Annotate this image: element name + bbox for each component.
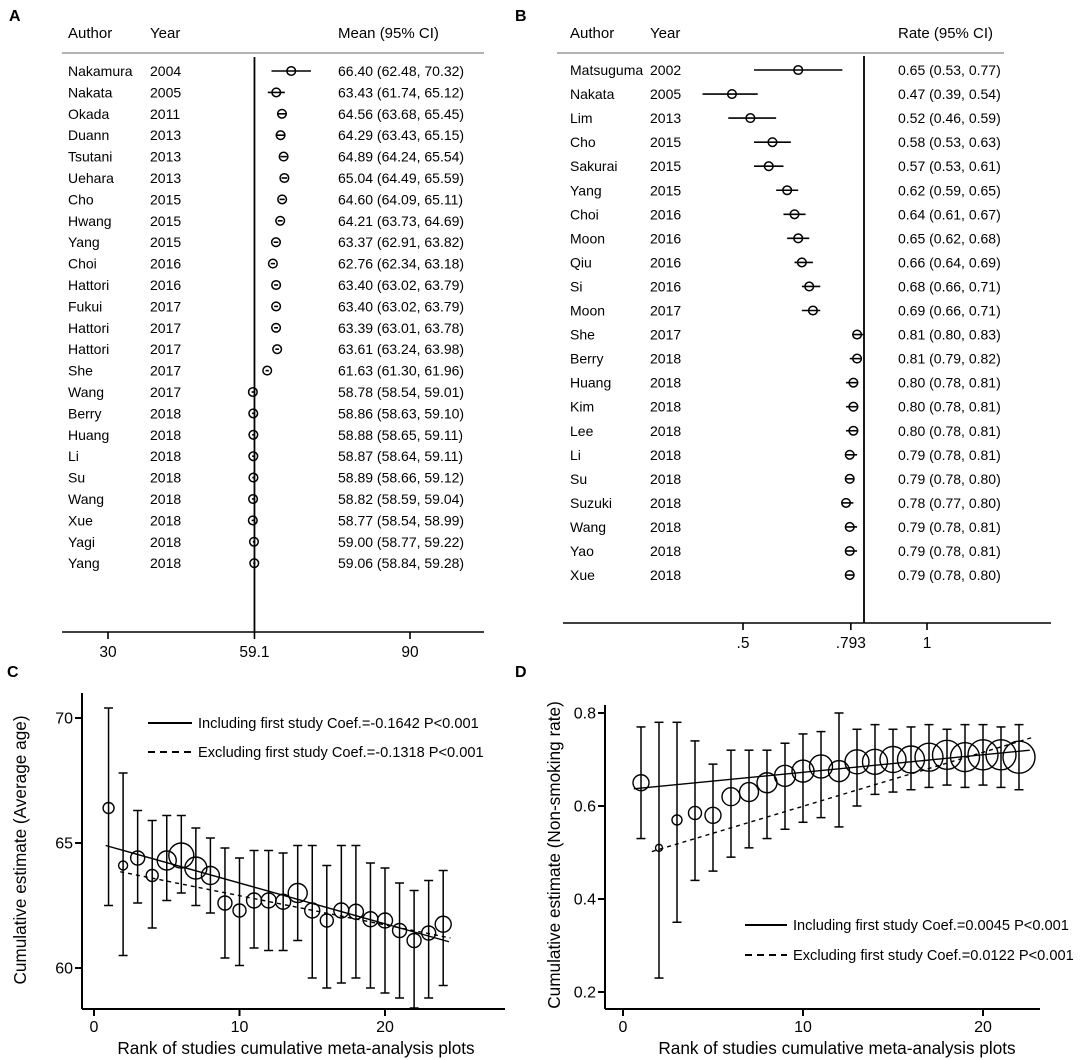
study-year: 2016 bbox=[650, 278, 682, 295]
study-effect-label: 0.80 (0.78, 0.81) bbox=[898, 374, 1001, 391]
study-effect-label: 0.78 (0.77, 0.80) bbox=[898, 494, 1001, 511]
legend-item-including bbox=[148, 716, 479, 732]
error-bar bbox=[191, 828, 200, 906]
study-year: 2016 bbox=[650, 254, 682, 271]
forest-row bbox=[68, 149, 464, 165]
study-year: 2018 bbox=[650, 567, 682, 584]
study-year: 2017 bbox=[650, 302, 682, 319]
study-author: Duann bbox=[68, 127, 110, 144]
column-header-year: Year bbox=[150, 25, 181, 42]
forest-row bbox=[68, 427, 463, 443]
legend-item-excluding bbox=[745, 948, 1074, 964]
forest-row bbox=[68, 170, 464, 186]
study-year: 2015 bbox=[150, 234, 182, 251]
study-author: Xue bbox=[570, 567, 595, 584]
study-effect-label: 64.89 (64.24, 65.54) bbox=[338, 148, 465, 165]
study-effect-label: 0.69 (0.66, 0.71) bbox=[898, 302, 1001, 319]
study-effect-label: 64.29 (63.43, 65.15) bbox=[338, 127, 465, 144]
trend-line-dashed bbox=[120, 872, 450, 938]
study-effect-label: 0.52 (0.46, 0.59) bbox=[898, 110, 1001, 127]
study-year: 2016 bbox=[650, 230, 682, 247]
study-effect-label: 0.80 (0.78, 0.81) bbox=[898, 422, 1001, 439]
study-author: Cho bbox=[570, 134, 596, 151]
study-year: 2018 bbox=[650, 494, 682, 511]
study-effect-label: 58.82 (58.59, 59.04) bbox=[338, 491, 465, 507]
study-effect-label: 0.81 (0.80, 0.83) bbox=[898, 326, 1001, 343]
study-author: Berry bbox=[68, 405, 102, 422]
y-axis-tick-label: 60 bbox=[55, 960, 73, 978]
error-bar bbox=[817, 732, 826, 818]
study-year: 2017 bbox=[150, 362, 182, 379]
error-bar bbox=[763, 750, 772, 838]
study-author: Wang bbox=[570, 518, 607, 535]
forest-row bbox=[68, 405, 464, 421]
forest-row bbox=[570, 495, 1001, 511]
panel-label-d: D bbox=[515, 664, 527, 681]
study-year: 2018 bbox=[150, 426, 182, 443]
study-year: 2015 bbox=[150, 212, 182, 229]
forest-row bbox=[570, 62, 1001, 78]
study-effect-label: 59.06 (58.84, 59.28) bbox=[338, 555, 465, 572]
study-year: 2018 bbox=[650, 422, 682, 439]
error-bar bbox=[691, 741, 700, 881]
study-effect-label: 58.87 (58.64, 59.11) bbox=[338, 448, 464, 465]
x-axis-tick-label: 1 bbox=[922, 635, 932, 652]
forest-row bbox=[570, 278, 1001, 294]
study-author: Hattori bbox=[68, 341, 110, 358]
forest-row bbox=[570, 567, 1001, 583]
study-author: Hattori bbox=[68, 277, 110, 293]
y-axis-tick-label: 0.6 bbox=[573, 798, 596, 816]
study-year: 2011 bbox=[150, 105, 181, 122]
study-year: 2015 bbox=[150, 191, 182, 208]
study-year: 2018 bbox=[650, 470, 682, 487]
study-effect-label: 61.63 (61.30, 61.96) bbox=[338, 362, 465, 379]
study-year: 2018 bbox=[150, 405, 182, 422]
error-bar bbox=[907, 727, 916, 790]
forest-row bbox=[68, 298, 464, 314]
study-author: Huang bbox=[68, 426, 110, 443]
study-author: Yang bbox=[570, 182, 602, 199]
forest-row bbox=[68, 470, 464, 486]
study-author: Huang bbox=[570, 374, 612, 391]
y-axis-tick-label: 70 bbox=[55, 710, 73, 728]
y-axis-tick-label: 0.4 bbox=[573, 891, 596, 909]
study-effect-label: 63.39 (63.01, 63.78) bbox=[338, 319, 465, 336]
study-effect-label: 58.77 (58.54, 58.99) bbox=[338, 512, 465, 529]
study-year: 2018 bbox=[150, 555, 182, 572]
study-year: 2017 bbox=[150, 319, 182, 336]
error-bar bbox=[673, 722, 682, 922]
study-year: 2018 bbox=[650, 518, 682, 535]
y-axis-tick-label: 0.2 bbox=[573, 984, 596, 1002]
panel-label-a: A bbox=[9, 8, 21, 25]
forest-row bbox=[570, 303, 1001, 319]
forest-row bbox=[570, 230, 1001, 246]
error-bar bbox=[308, 846, 317, 979]
study-author: Wang bbox=[68, 491, 105, 507]
study-author: Li bbox=[68, 448, 79, 465]
study-year: 2018 bbox=[650, 350, 682, 367]
forest-row bbox=[68, 555, 464, 571]
forest-row bbox=[570, 375, 1001, 391]
column-header-author: Author bbox=[570, 25, 615, 42]
forest-row bbox=[68, 384, 464, 400]
error-bar bbox=[293, 846, 302, 941]
error-bar bbox=[745, 750, 754, 848]
study-effect-label: 0.79 (0.78, 0.80) bbox=[898, 470, 1001, 487]
column-header-effect: Mean (95% CI) bbox=[338, 25, 439, 42]
x-axis-tick-label: 0 bbox=[618, 1019, 628, 1036]
study-author: Choi bbox=[570, 206, 599, 223]
study-year: 2013 bbox=[650, 110, 682, 127]
column-header-author: Author bbox=[68, 25, 113, 42]
study-year: 2016 bbox=[150, 277, 182, 293]
forest-row bbox=[570, 86, 1001, 102]
forest-row bbox=[68, 363, 464, 379]
study-author: Moon bbox=[570, 230, 606, 247]
study-year: 2016 bbox=[650, 206, 682, 223]
panel-a-forest-plot bbox=[0, 0, 510, 660]
study-year: 2005 bbox=[150, 84, 182, 101]
forest-row bbox=[68, 320, 464, 336]
study-author: Yao bbox=[570, 543, 594, 559]
study-author: Wang bbox=[68, 384, 105, 400]
study-year: 2015 bbox=[650, 182, 682, 199]
legend-label: Including first study Coef.=0.0045 P<0.001 bbox=[793, 918, 1069, 934]
forest-row bbox=[570, 423, 1001, 439]
study-author: Yang bbox=[68, 555, 100, 572]
error-bar bbox=[279, 853, 288, 951]
forest-row bbox=[570, 327, 1001, 343]
panel-label-b: B bbox=[515, 8, 527, 25]
error-bar bbox=[235, 858, 244, 966]
study-effect-label: 0.66 (0.64, 0.69) bbox=[898, 254, 1001, 271]
error-bar bbox=[799, 734, 808, 822]
panel-c-bubble-plot bbox=[0, 660, 540, 1060]
study-year: 2018 bbox=[650, 446, 682, 463]
error-bar bbox=[220, 848, 229, 958]
panel-d-bubble-plot bbox=[540, 660, 1084, 1060]
study-author: Yagi bbox=[68, 533, 95, 550]
study-effect-label: 0.79 (0.78, 0.81) bbox=[898, 446, 1001, 463]
study-effect-label: 0.81 (0.79, 0.82) bbox=[898, 350, 1001, 367]
forest-row bbox=[68, 127, 464, 143]
column-header-effect: Rate (95% CI) bbox=[898, 25, 994, 42]
study-author: Nakata bbox=[570, 86, 615, 103]
study-author: Okada bbox=[68, 105, 110, 122]
study-year: 2017 bbox=[650, 326, 682, 343]
x-axis-tick-label: 0 bbox=[89, 1019, 99, 1036]
study-year: 2018 bbox=[650, 398, 682, 415]
study-effect-label: 58.78 (58.54, 59.01) bbox=[338, 384, 465, 400]
study-author: Moon bbox=[570, 302, 606, 319]
study-author: Uehara bbox=[68, 170, 114, 186]
study-author: Yang bbox=[68, 234, 100, 251]
study-author: Hattori bbox=[68, 319, 110, 336]
study-year: 2018 bbox=[150, 533, 182, 550]
error-bar bbox=[133, 811, 142, 904]
study-author: Sakurai bbox=[570, 158, 618, 175]
error-bar bbox=[727, 750, 736, 857]
study-author: Matsuguma bbox=[570, 62, 644, 78]
study-effect-label: 0.79 (0.78, 0.80) bbox=[898, 567, 1001, 584]
error-bar bbox=[381, 868, 390, 993]
forest-row bbox=[68, 512, 464, 528]
study-effect-label: 0.68 (0.66, 0.71) bbox=[898, 278, 1001, 295]
legend-label: Excluding first study Coef.=-0.1318 P<0.001 bbox=[198, 745, 484, 761]
study-author: Si bbox=[570, 278, 583, 295]
study-effect-label: 64.21 (63.73, 64.69) bbox=[338, 212, 465, 229]
error-bar bbox=[264, 851, 273, 951]
y-axis-title: Cumulative estimate (Average age) bbox=[10, 715, 30, 985]
study-year: 2004 bbox=[150, 63, 182, 79]
forest-row bbox=[68, 491, 464, 507]
study-author: Xue bbox=[68, 512, 93, 529]
y-axis-tick-label: 0.8 bbox=[573, 705, 596, 723]
study-year: 2016 bbox=[150, 255, 182, 272]
study-effect-label: 0.65 (0.53, 0.77) bbox=[898, 62, 1001, 78]
study-author: Kim bbox=[570, 398, 595, 415]
forest-row bbox=[570, 134, 1001, 150]
x-axis-tick-label: 90 bbox=[401, 644, 419, 661]
x-axis-tick-label: 20 bbox=[974, 1019, 992, 1036]
study-effect-label: 0.79 (0.78, 0.81) bbox=[898, 518, 1001, 535]
study-author: Lim bbox=[570, 110, 593, 127]
study-effect-label: 63.37 (62.91, 63.82) bbox=[338, 234, 465, 251]
x-axis-tick-label: 10 bbox=[794, 1019, 812, 1036]
forest-row bbox=[68, 234, 464, 250]
x-axis-tick-label: .793 bbox=[835, 635, 866, 652]
y-axis-tick-label: 65 bbox=[55, 835, 73, 853]
forest-row bbox=[570, 399, 1001, 415]
error-bar bbox=[637, 727, 646, 839]
forest-row bbox=[68, 256, 464, 272]
study-effect-label: 0.47 (0.39, 0.54) bbox=[898, 86, 1001, 103]
forest-row bbox=[68, 448, 463, 464]
error-bar bbox=[162, 816, 171, 901]
study-effect-label: 0.80 (0.78, 0.81) bbox=[898, 398, 1001, 415]
study-effect-label: 0.57 (0.53, 0.61) bbox=[898, 158, 1001, 175]
legend-label: Excluding first study Coef.=0.0122 P<0.001 bbox=[793, 948, 1074, 964]
study-effect-label: 66.40 (62.48, 70.32) bbox=[338, 63, 465, 79]
forest-row bbox=[570, 158, 1001, 174]
forest-row bbox=[68, 534, 464, 550]
error-bar bbox=[119, 773, 128, 956]
error-bar bbox=[148, 821, 157, 929]
study-year: 2018 bbox=[150, 469, 182, 486]
study-author: Choi bbox=[68, 255, 97, 272]
x-axis-title: Rank of studies cumulative meta-analysis plots bbox=[117, 1038, 475, 1058]
legend-item-excluding bbox=[148, 745, 484, 761]
study-year: 2017 bbox=[150, 384, 182, 400]
study-effect-label: 58.86 (58.63, 59.10) bbox=[338, 405, 465, 422]
x-axis-tick-label: 10 bbox=[230, 1019, 249, 1036]
study-author: Su bbox=[570, 470, 588, 487]
study-effect-label: 0.79 (0.78, 0.81) bbox=[898, 543, 1001, 559]
forest-row bbox=[570, 351, 1001, 367]
error-bar bbox=[439, 871, 448, 986]
study-effect-label: 64.56 (63.68, 65.45) bbox=[338, 105, 465, 122]
study-effect-label: 63.40 (63.02, 63.79) bbox=[338, 298, 465, 315]
forest-row bbox=[570, 543, 1001, 559]
study-effect-label: 0.62 (0.59, 0.65) bbox=[898, 182, 1001, 199]
study-effect-label: 58.89 (58.66, 59.12) bbox=[338, 469, 465, 486]
study-author: Suzuki bbox=[570, 494, 613, 511]
study-author: She bbox=[570, 326, 595, 343]
study-year: 2018 bbox=[150, 491, 182, 507]
forest-row bbox=[570, 447, 1001, 463]
forest-row bbox=[68, 106, 464, 122]
study-year: 2005 bbox=[650, 86, 682, 103]
study-effect-label: 59.00 (58.77, 59.22) bbox=[338, 533, 465, 550]
study-effect-label: 65.04 (64.49, 65.59) bbox=[338, 170, 465, 186]
study-year: 2018 bbox=[150, 448, 182, 465]
panel-b-forest-plot bbox=[510, 0, 1084, 660]
study-year: 2018 bbox=[150, 512, 182, 529]
study-year: 2013 bbox=[150, 127, 182, 144]
study-year: 2013 bbox=[150, 148, 182, 165]
study-effect-label: 63.61 (63.24, 63.98) bbox=[338, 341, 465, 358]
study-year: 2015 bbox=[650, 158, 682, 175]
error-bar bbox=[871, 725, 880, 795]
study-effect-label: 0.58 (0.53, 0.63) bbox=[898, 134, 1001, 151]
study-effect-label: 63.40 (63.02, 63.79) bbox=[338, 277, 465, 293]
study-author: Li bbox=[570, 446, 581, 463]
forest-row bbox=[68, 341, 464, 357]
study-author: Berry bbox=[570, 350, 604, 367]
study-author: Cho bbox=[68, 191, 94, 208]
forest-row bbox=[68, 84, 464, 100]
study-author: Lee bbox=[570, 422, 594, 439]
study-year: 2017 bbox=[150, 298, 182, 315]
forest-row bbox=[570, 206, 1001, 222]
legend-label: Including first study Coef.=-0.1642 P<0.001 bbox=[198, 716, 479, 732]
error-bar bbox=[395, 883, 404, 998]
study-year: 2018 bbox=[650, 543, 682, 559]
forest-row bbox=[68, 191, 463, 207]
x-axis-title: Rank of studies cumulative meta-analysis plots bbox=[658, 1038, 1016, 1058]
forest-row bbox=[570, 471, 1001, 487]
error-bar bbox=[835, 713, 844, 827]
study-effect-label: 62.76 (62.34, 63.18) bbox=[338, 255, 465, 272]
panel-label-c: C bbox=[7, 664, 19, 681]
forest-row bbox=[570, 110, 1001, 126]
study-effect-label: 64.60 (64.09, 65.11) bbox=[338, 191, 464, 208]
study-effect-label: 0.65 (0.62, 0.68) bbox=[898, 230, 1001, 247]
x-axis-tick-label: 20 bbox=[376, 1019, 394, 1036]
study-year: 2015 bbox=[650, 134, 682, 151]
study-year: 2017 bbox=[150, 341, 182, 358]
forest-row bbox=[68, 277, 464, 293]
study-year: 2002 bbox=[650, 62, 682, 78]
error-bar bbox=[410, 891, 419, 1009]
x-axis-tick-label: 59.1 bbox=[239, 644, 270, 661]
forest-row bbox=[68, 213, 464, 229]
forest-row bbox=[570, 254, 1001, 270]
error-bar bbox=[351, 846, 360, 979]
study-effect-label: 0.64 (0.61, 0.67) bbox=[898, 206, 1001, 223]
forest-row bbox=[68, 63, 464, 79]
study-author: Su bbox=[68, 469, 86, 486]
legend-item-including bbox=[745, 918, 1069, 934]
study-author: Nakamura bbox=[68, 63, 133, 79]
column-header-year: Year bbox=[650, 25, 681, 42]
study-year: 2018 bbox=[650, 374, 682, 391]
error-bar bbox=[889, 729, 898, 792]
y-axis-title: Cumulative estimate (Non-smoking rate) bbox=[544, 701, 564, 1009]
study-author: Hwang bbox=[68, 212, 112, 229]
study-effect-label: 58.88 (58.65, 59.11) bbox=[338, 426, 464, 443]
study-year: 2013 bbox=[150, 170, 182, 186]
study-effect-label: 63.43 (61.74, 65.12) bbox=[338, 84, 465, 101]
error-bar bbox=[177, 816, 186, 894]
forest-row bbox=[570, 182, 1001, 198]
error-bar bbox=[337, 846, 346, 984]
study-author: Nakata bbox=[68, 84, 113, 101]
trend-line-dashed bbox=[652, 737, 1034, 851]
study-author: Qiu bbox=[570, 254, 592, 271]
forest-row bbox=[570, 519, 1001, 535]
study-author: She bbox=[68, 362, 93, 379]
x-axis-tick-label: .5 bbox=[736, 635, 750, 652]
study-author: Fukui bbox=[68, 298, 103, 315]
x-axis-tick-label: 30 bbox=[99, 644, 117, 661]
study-author: Tsutani bbox=[68, 148, 113, 165]
error-bar bbox=[104, 708, 113, 906]
